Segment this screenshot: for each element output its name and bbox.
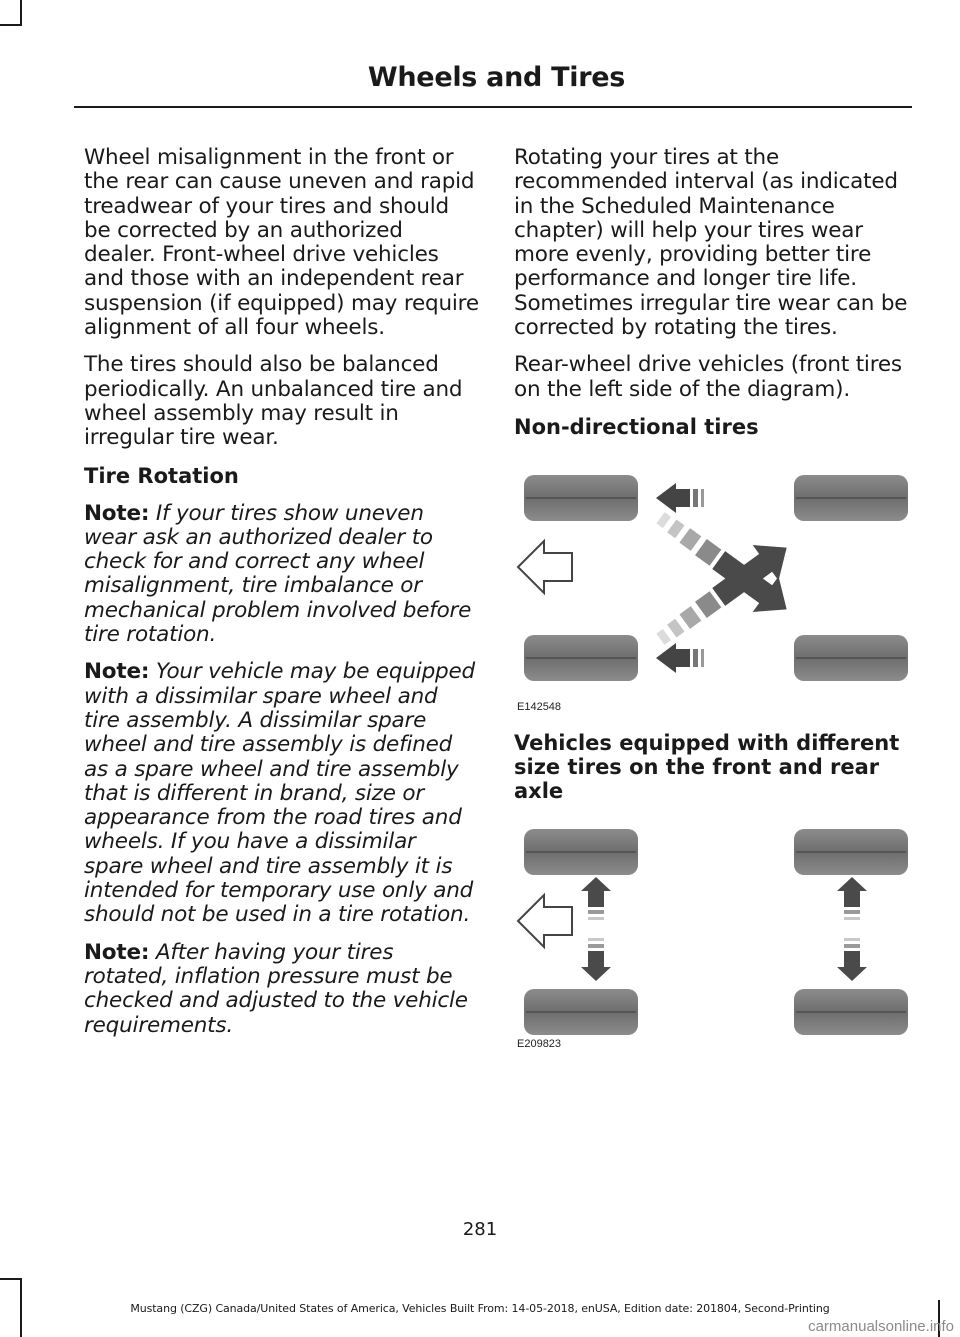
tire-rear-left [794, 475, 908, 521]
figure-different-size-rotation [514, 823, 909, 1063]
figure-non-directional-rotation [514, 469, 909, 731]
note-text: After having your tires rotated, inflation pressure must be checked and adjusted to the vehicle requirements. [84, 939, 468, 1038]
note-label: Note: [84, 939, 150, 965]
note-inflation-pressure [84, 941, 479, 1038]
page-title: Wheels and Tires [367, 62, 625, 93]
footer-edition-info: Mustang (CZG) Canada/United States of America, Vehicles Built From: 14-05-2018, enUSA, Edition date: 201804, Second-Printing [130, 1302, 830, 1315]
arrow-swap-rear-axle [837, 877, 867, 981]
note-text: If your tires show uneven wear ask an authorized dealer to check for and correct any wheel misalignment, tire imbalance or mechanical problem involved before tire rotation. [84, 500, 472, 648]
rotation-diagram-1 [514, 469, 909, 714]
paragraph-misalignment: Wheel misalignment in the front or the rear can cause uneven and rapid treadwear of your tires and should be corrected by an authorized dealer. Front-wheel drive vehicles and those with an independent rear suspension (if equipped) may require alignment of all four wheels. [84, 145, 479, 341]
arrow-rear-to-front-bottom [656, 643, 704, 673]
tire-front-left [524, 829, 638, 875]
paragraph-rear-wheel-drive: Rear-wheel drive vehicles (front tires on the left side of the diagram). [514, 352, 902, 402]
figure-code: E209823 [517, 1037, 562, 1050]
crop-mark-bottom-left-h [0, 1278, 22, 1280]
heading-tire-rotation: Tire Rotation [84, 463, 239, 488]
watermark: carmanualsonline.info [808, 1318, 954, 1335]
tire-rear-left [794, 829, 908, 875]
crop-mark-top-left-h [0, 24, 22, 26]
header-divider [74, 106, 912, 108]
tire-front-right [524, 635, 638, 681]
heading-non-directional: Non-directional tires [514, 414, 759, 439]
rotation-diagram-2 [514, 823, 909, 1048]
front-direction-arrow-icon [518, 895, 572, 947]
figure-code: E142548 [517, 700, 562, 713]
paragraph-balancing: The tires should also be balanced periodically. An unbalanced tire and wheel assembly may result in irregular tire wear. [84, 352, 463, 451]
arrow-rear-to-front-top [656, 483, 704, 513]
heading-different-size-tires: Vehicles equipped with different size tires on the front and rear axle [514, 730, 900, 803]
note-text: Your vehicle may be equipped with a dissimilar spare wheel and tire assembly. A dissimilar spare wheel and tire assembly is defined as a spare wheel and tire assembly that is different in brand, size or appearance from the road tires and wheels. If you have a dissimilar spare wheel and tire assembly it is intended for temporary use only and should not be used in a tire rotation. [84, 659, 475, 928]
page-number: 281 [462, 1219, 498, 1240]
tire-rear-right [794, 989, 908, 1035]
note-uneven-wear [84, 502, 479, 648]
front-direction-arrow-icon [518, 541, 572, 593]
left-column [84, 146, 479, 1051]
right-column [514, 146, 909, 1063]
tire-front-right [524, 989, 638, 1035]
tire-rear-right [794, 635, 908, 681]
tire-front-left [524, 475, 638, 521]
crop-mark-top-left-v [20, 0, 22, 26]
note-dissimilar-spare [84, 660, 479, 927]
arrow-swap-front-axle [581, 877, 611, 981]
paragraph-rotating: Rotating your tires at the recommended interval (as indicated in the Scheduled Maintenance chapter) will help your tires wear more evenly, providing better tire performance and longer tire life. Sometimes irregular tire wear can be corrected by rotating the tires. [514, 145, 908, 341]
note-label: Note: [84, 500, 150, 526]
note-label: Note: [84, 659, 150, 685]
